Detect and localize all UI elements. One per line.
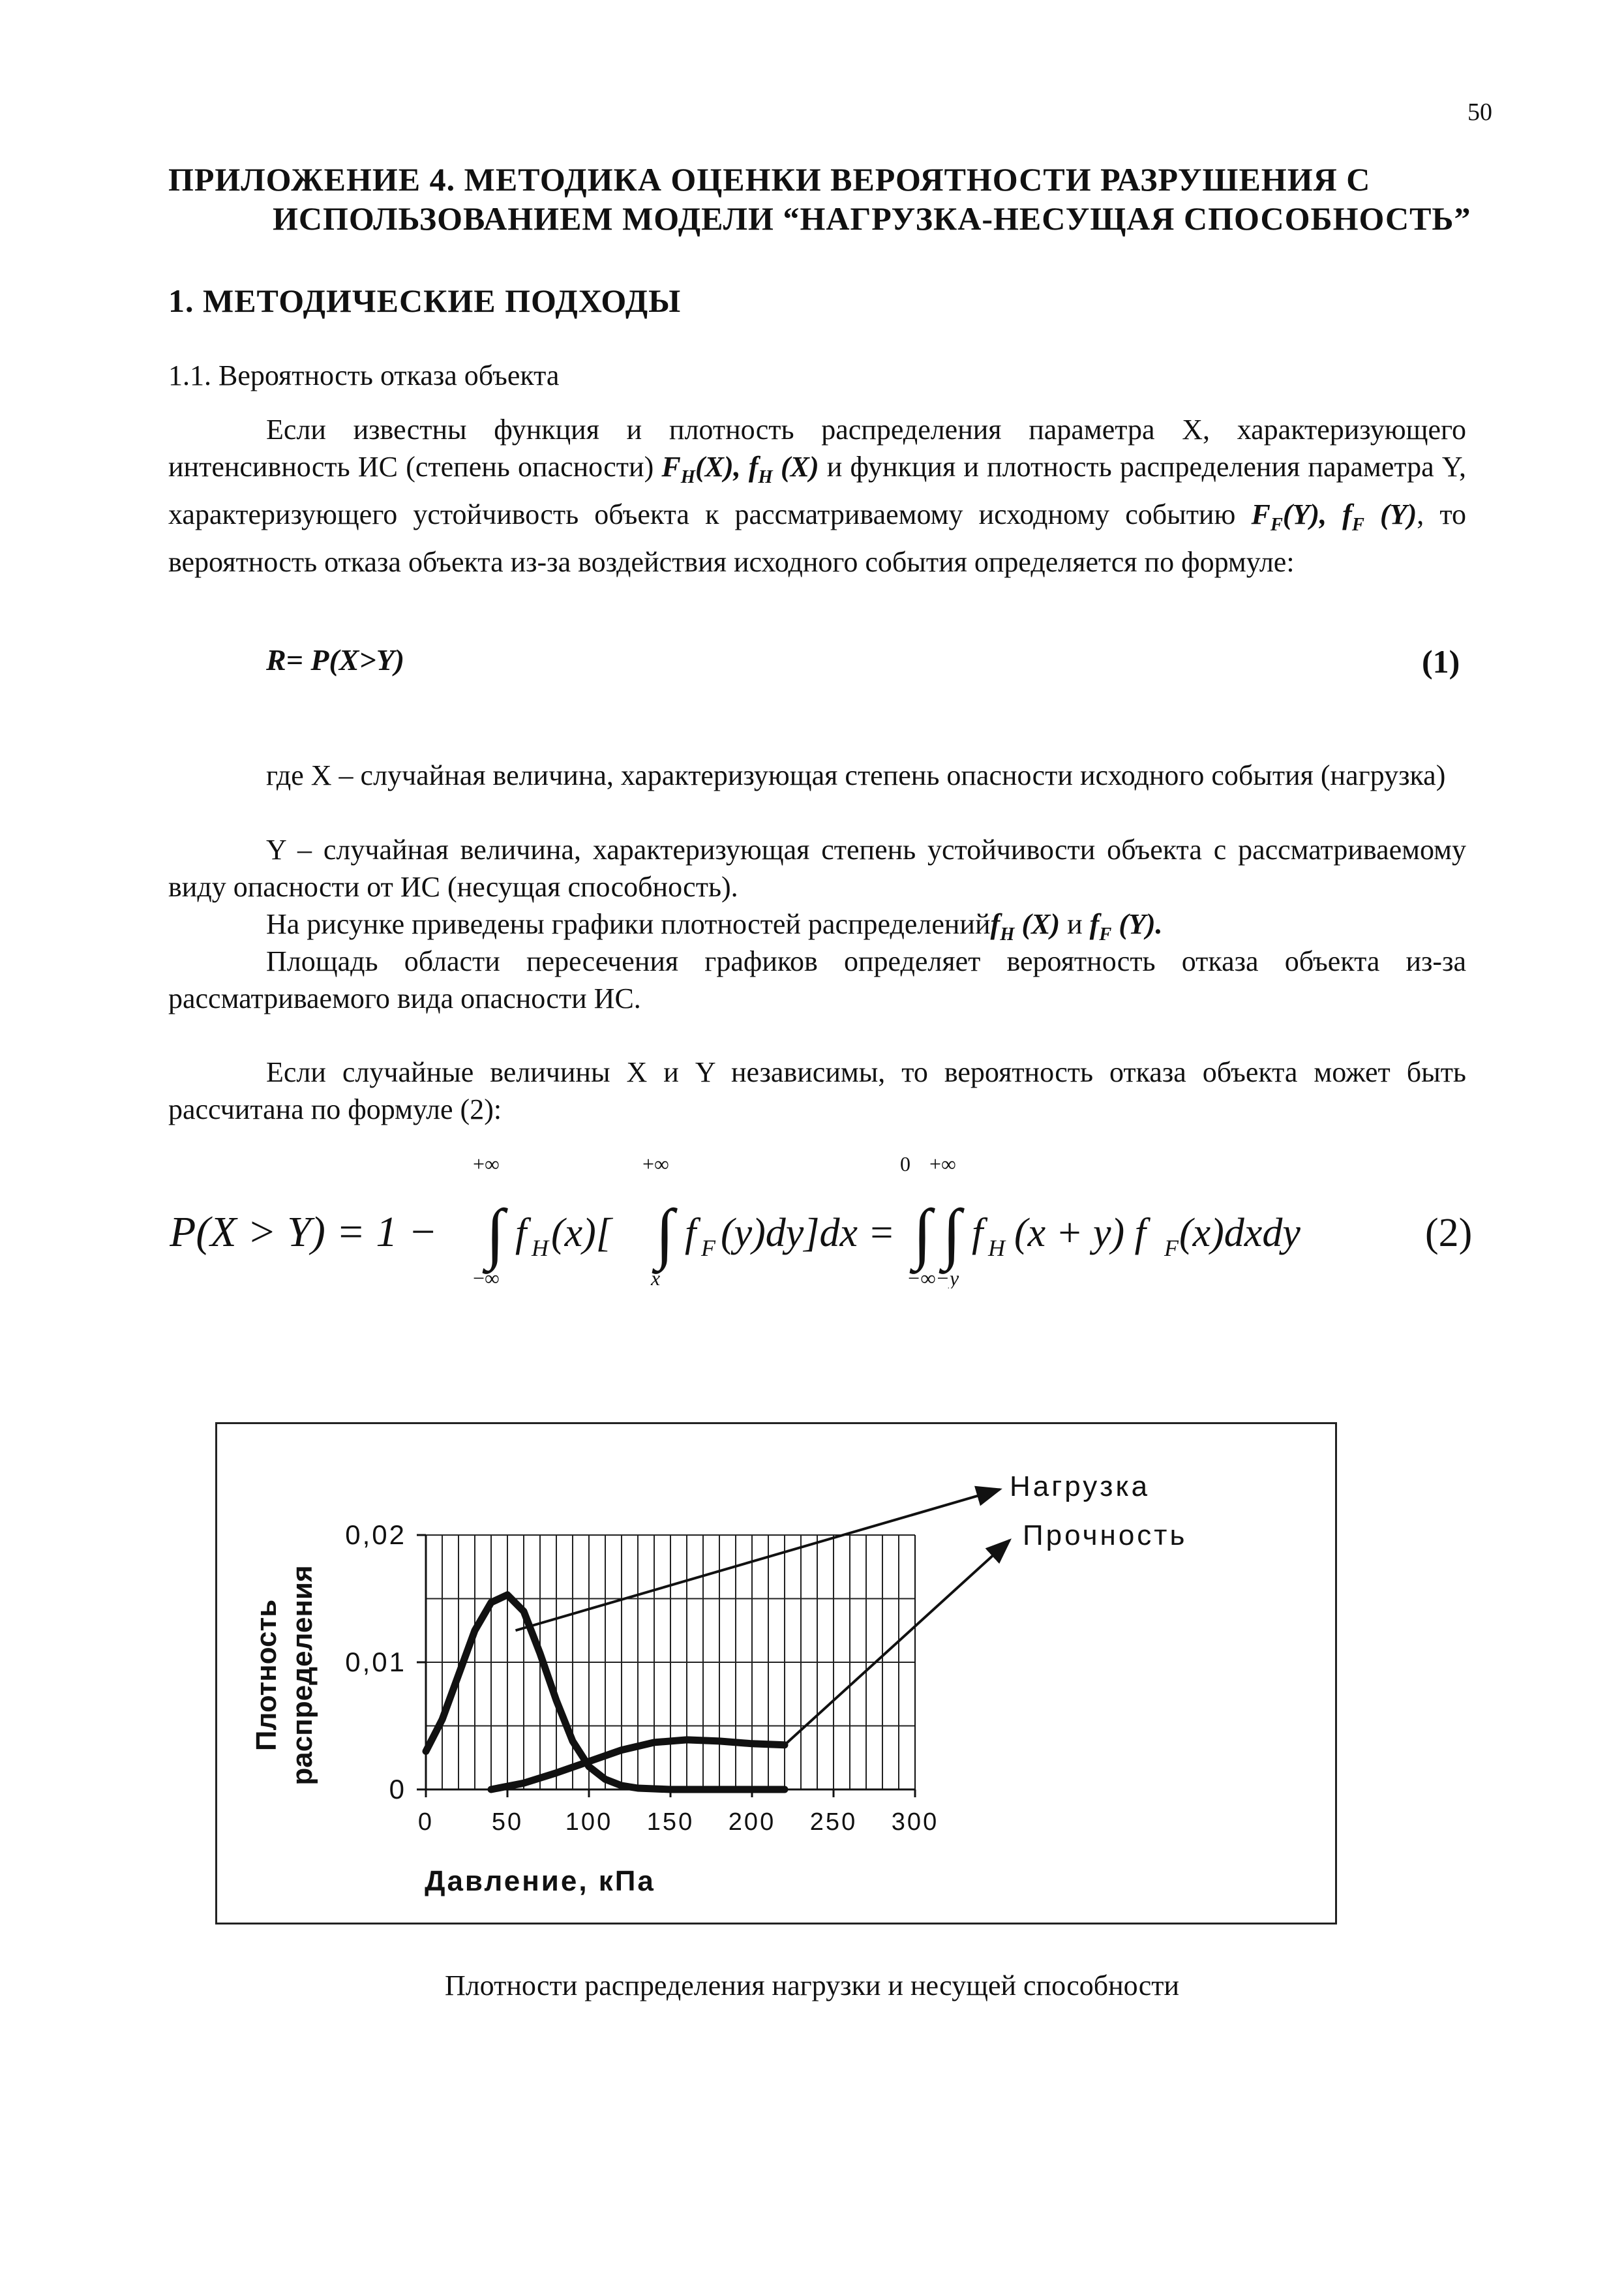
page-number: 50 <box>1467 99 1492 126</box>
limit-lower-3: −∞−y <box>907 1266 959 1288</box>
equation-1-number: (1) <box>1422 643 1460 680</box>
svg-text:H: H <box>988 1235 1005 1261</box>
chart-annotations <box>516 1470 1188 1745</box>
svg-text:H: H <box>532 1235 549 1261</box>
eq2-term-fh: f <box>515 1211 527 1255</box>
svg-text:(x)dxdy: (x)dxdy <box>1179 1211 1301 1255</box>
svg-text:(x)[: (x)[ <box>551 1211 612 1255</box>
annotation-load-arrow <box>516 1489 1000 1630</box>
integral-sign-1: ∫ <box>486 1196 505 1271</box>
annotation-strength-arrow <box>785 1540 1010 1745</box>
svg-text:f: f <box>685 1211 697 1255</box>
limit-upper-1: +∞ <box>473 1152 500 1176</box>
svg-text:(y)dy]dx =: (y)dy]dx = <box>721 1211 895 1255</box>
fh-symbols: $F_H(X)$, $f_H$ (X) <box>661 451 819 487</box>
y-tick-label: 0,01 <box>345 1647 406 1677</box>
appendix-title <box>168 160 1473 238</box>
figure-reference: На рисунке приведены графики плотностей распределенийf$_H$ (X) и $f_F$ (Y). <box>266 908 1163 945</box>
limit-upper-2: +∞ <box>642 1152 669 1176</box>
intro-text-3: , то вероятность отказа объекта из-за воздействия исходного события определяется по формуле: <box>168 498 1466 578</box>
x-tick-label: 0 <box>417 1808 434 1836</box>
appendix-title-line-1: ПРИЛОЖЕНИЕ 4. МЕТОДИКА ОЦЕНКИ ВЕРОЯТНОСТИ РАЗРУШЕНИЯ С <box>168 161 1371 198</box>
y-tick-label: 0,02 <box>345 1519 406 1550</box>
x-tick-label: 50 <box>491 1808 524 1836</box>
chart-grid <box>426 1535 915 1789</box>
section-title: 1. МЕТОДИЧЕСКИЕ ПОДХОДЫ <box>168 282 682 319</box>
limit-upper-3: 0 <box>900 1152 910 1176</box>
svg-text:F: F <box>701 1235 715 1261</box>
svg-text:(x + y) f: (x + y) f <box>1014 1211 1146 1255</box>
chart-y-label-line-2: распределения <box>286 1565 318 1786</box>
limit-lower-1: −∞ <box>473 1266 500 1288</box>
integral-sign-4: ∫ <box>942 1196 961 1271</box>
independence-note: Если случайные величины X и Y независимы, то вероятность отказа объекта может быть рассчитана по формуле (2): <box>168 1056 1466 1125</box>
intro-text-1: Если известны функция и плотность распределения параметра X, характеризующего интенсивность ИС (степень опасности) <box>168 414 1466 483</box>
subsection-title: 1.1. Вероятность отказа объекта <box>168 359 560 391</box>
y-definition: Y – случайная величина, характеризующая степень устойчивости объекта с рассматриваемому виду опасности от ИС (несущая способность). <box>168 834 1466 903</box>
x-tick-label: 200 <box>728 1808 776 1836</box>
intro-text-2: и функция и плотность распределения параметра Y, характеризующего устойчивость объекта к рассматриваемому исходному событию <box>168 451 1466 530</box>
x-tick-label: 150 <box>646 1808 695 1836</box>
limit-lower-2: x <box>651 1266 661 1288</box>
density-chart <box>215 1422 1337 1924</box>
chart-svg <box>217 1424 1339 1926</box>
equation-2-number: (2) <box>1425 1211 1473 1255</box>
integral-sign-2: ∫ <box>655 1196 674 1271</box>
x-tick-label: 100 <box>565 1808 613 1836</box>
annotation-load-label: Нагрузка <box>1010 1470 1150 1502</box>
intersection-note: Площадь области пересечения графиков определяет вероятность отказа объекта из-за рассматриваемого вида опасности ИС. <box>168 945 1466 1014</box>
eq2-lhs: P(X > Y) = 1 − <box>170 1208 438 1256</box>
figure-caption: Плотности распределения нагрузки и несущей способности <box>444 1970 1180 2001</box>
chart-y-label-line-1: Плотность <box>250 1599 282 1752</box>
svg-text:f: f <box>972 1211 984 1255</box>
intro-paragraph <box>168 411 1466 581</box>
x-tick-label: 300 <box>891 1808 939 1836</box>
limit-upper-4: +∞ <box>929 1152 956 1176</box>
integral-sign-3: ∫ <box>913 1196 932 1271</box>
annotation-strength-label: Прочность <box>1023 1519 1188 1551</box>
svg-text:F: F <box>1164 1235 1179 1261</box>
appendix-title-line-2: ИСПОЛЬЗОВАНИЕМ МОДЕЛИ “НАГРУЗКА-НЕСУЩАЯ СПОСОБНОСТЬ” <box>273 200 1471 237</box>
equation-1: R= P(X>Y) <box>266 643 405 677</box>
x-tick-label: 250 <box>809 1808 858 1836</box>
x-definition: где X – случайная величина, характеризующая степень опасности исходного события (нагрузка) <box>266 759 1446 791</box>
chart-x-label: Давление, кПа <box>425 1865 655 1897</box>
equation-2 <box>170 1138 1500 1288</box>
y-tick-label: 0 <box>389 1774 406 1804</box>
ff-symbols: $F_F(Y)$, $f_F$ (Y) <box>1251 498 1417 535</box>
